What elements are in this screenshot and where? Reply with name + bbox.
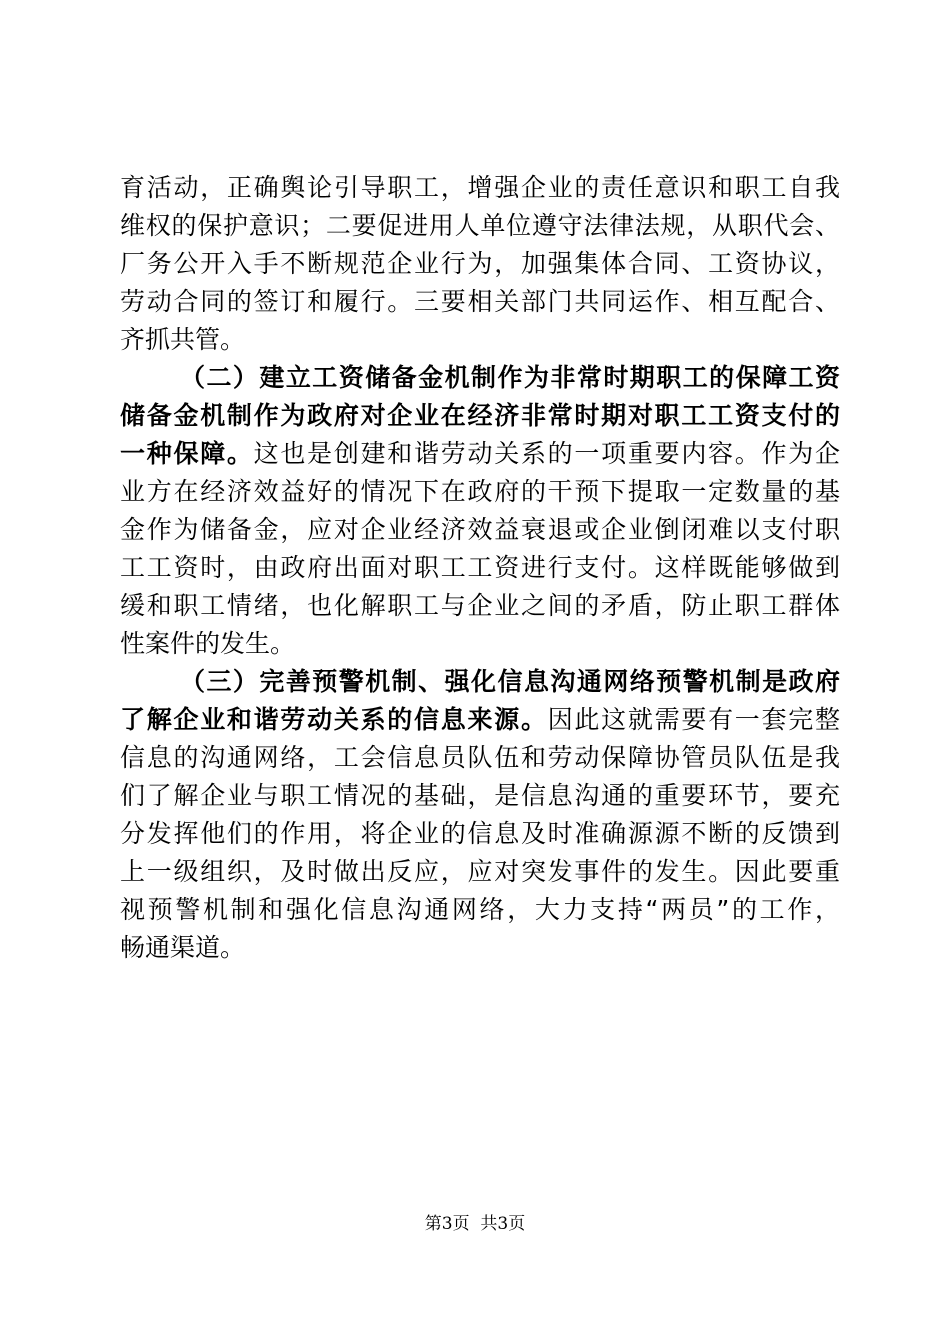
paragraph-line: 们了解企业与职工情况的基础，是信息沟通的重要环节，要充 [120, 781, 840, 810]
paragraph-line: 工工资时，由政府出面对职工工资进行支付。这样既能够做到 [120, 553, 840, 582]
section-heading-tail: 一种保障。 [120, 439, 254, 468]
paragraph-line [120, 435, 840, 473]
paragraph-line: 性案件的发生。 [120, 629, 296, 658]
paragraph-line: 维权的保护意识；二要促进用人单位遵守法律法规，从职代会、 [120, 211, 840, 240]
section-heading-line: （三）完善预警机制、强化信息沟通网络预警机制是政府 [180, 667, 840, 696]
paragraph-3 [120, 663, 840, 967]
paragraph-line: 业方在经济效益好的情况下在政府的干预下提取一定数量的基 [120, 477, 840, 506]
paragraph-line: 齐抓共管。 [120, 325, 246, 354]
paragraph-line: 上一级组织，及时做出反应，应对突发事件的发生。因此要重 [120, 857, 840, 886]
paragraph-line: 畅通渠道。 [120, 933, 246, 962]
paragraph-2 [120, 359, 840, 663]
paragraph-line: 分发挥他们的作用，将企业的信息及时准确源源不断的反馈到 [120, 819, 840, 848]
section-heading-line: （二）建立工资储备金机制作为非常时期职工的保障工资 [180, 363, 840, 392]
paragraph-text: 因此这就需要有一套完整 [547, 705, 840, 734]
page-number: 第3页 共3页 [424, 1214, 526, 1234]
paragraph-line: 育活动，正确舆论引导职工，增强企业的责任意识和职工自我 [120, 173, 840, 202]
paragraph-line: 视预警机制和强化信息沟通网络，大力支持“两员”的工作， [120, 895, 840, 924]
paragraph-line: 金作为储备金，应对企业经济效益衰退或企业倒闭难以支付职 [120, 515, 840, 544]
page-footer [0, 1213, 950, 1235]
section-heading-line: 储备金机制作为政府对企业在经济非常时期对职工工资支付的 [120, 401, 840, 430]
paragraph-line: 缓和职工情绪，也化解职工与企业之间的矛盾，防止职工群体 [120, 591, 840, 620]
document-body [120, 169, 840, 967]
paragraph-line: 厂务公开入手不断规范企业行为，加强集体合同、工资协议， [120, 249, 840, 278]
paragraph-1 [120, 169, 840, 359]
section-heading-tail: 了解企业和谐劳动关系的信息来源。 [120, 705, 548, 734]
paragraph-line: 劳动合同的签订和履行。三要相关部门共同运作、相互配合、 [120, 287, 840, 316]
paragraph-text: 这也是创建和谐劳动关系的一项重要内容。作为企 [253, 439, 840, 468]
paragraph-line [120, 701, 840, 739]
paragraph-line: 信息的沟通网络，工会信息员队伍和劳动保障协管员队伍是我 [120, 743, 840, 772]
